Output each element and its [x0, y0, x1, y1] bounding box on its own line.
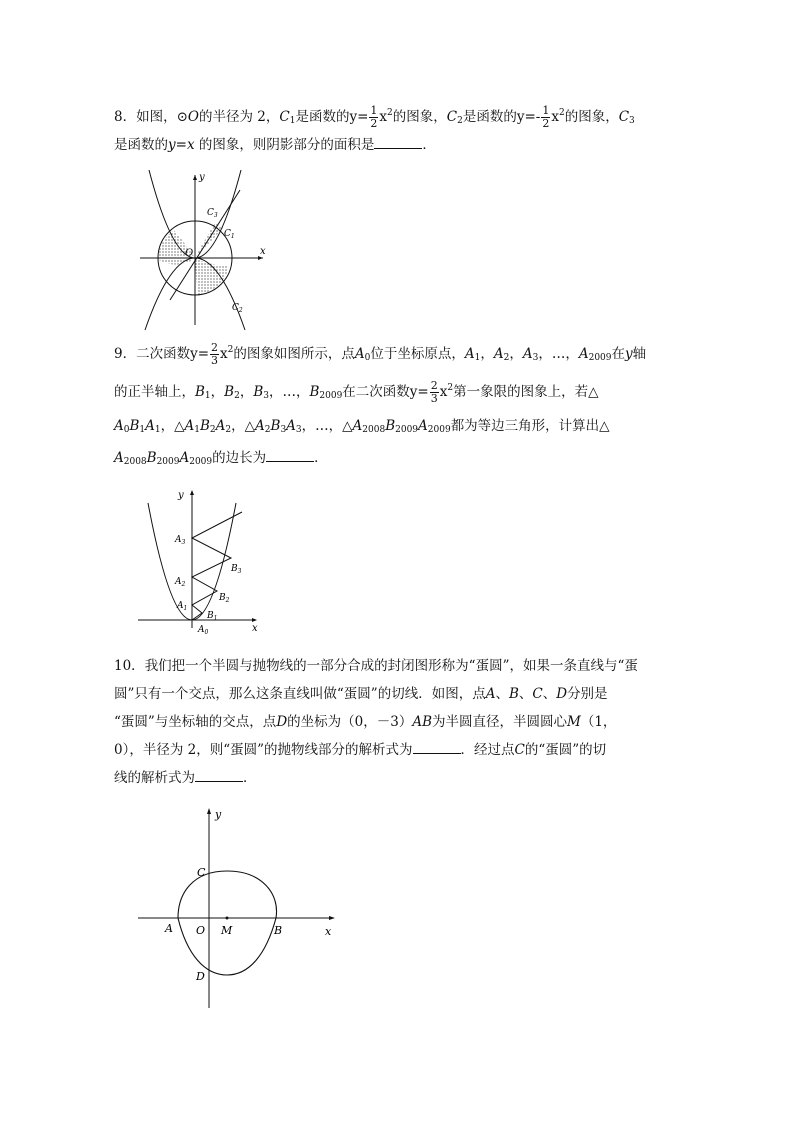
- q9-var: B: [309, 384, 320, 400]
- q9-var: A: [418, 418, 428, 434]
- q9-sub: 2: [503, 353, 510, 363]
- fig9-label-b3: $B_3$: [231, 564, 242, 575]
- q9-line1: [114, 340, 678, 368]
- q8-text: 的半径为 2，: [198, 109, 280, 125]
- q9-sub: 1: [204, 391, 211, 401]
- q9-text: 第一象限的图象上，若△: [453, 384, 599, 400]
- q8-line1: [114, 103, 678, 131]
- fig9-label-y: y: [178, 490, 184, 501]
- fig8-label-y: y: [199, 172, 205, 183]
- q10-text: 、: [518, 686, 533, 702]
- q9-var: x: [439, 384, 448, 400]
- q10-var: B: [508, 686, 519, 702]
- q10-text: 0），半径为 2，则“蛋圆”的抛物线部分的解析式为: [114, 742, 413, 758]
- q9-sub: 1: [154, 425, 161, 435]
- q9-text: ，…，△: [301, 418, 353, 434]
- question-9: [114, 340, 678, 472]
- q9-text: 在: [611, 346, 625, 362]
- q9-var: B: [253, 384, 264, 400]
- q9-text: ，…，: [538, 346, 579, 362]
- q8-number: 8．: [114, 109, 137, 125]
- fig8-label-o: O: [185, 248, 194, 259]
- q9-sup: 2: [227, 345, 234, 355]
- q9-sub: 3: [295, 425, 302, 435]
- q9-var: y: [625, 346, 633, 362]
- shaded-region-top-right: [195, 223, 223, 258]
- q9-sub: 2: [209, 425, 216, 435]
- q9-sub: 2: [264, 425, 271, 435]
- q9-sub: 2009: [395, 425, 419, 435]
- q9-text: ，: [239, 384, 254, 400]
- q9-text: 二次函数: [136, 346, 191, 362]
- q8-sub: 1: [289, 116, 296, 126]
- q9-sub: 2009: [319, 391, 343, 401]
- q10-text: 我们把一个半圆与抛物线的一部分合成的封闭图形称为“蛋圆”，如果一条直线与“蛋: [144, 658, 638, 674]
- y-axis-arrow: [207, 808, 211, 814]
- q9-sub: 0: [364, 353, 371, 363]
- q8-var: x: [551, 109, 559, 125]
- q9-var: A: [493, 346, 504, 362]
- q9-line4: [114, 444, 678, 472]
- q8-text: ．: [422, 137, 436, 153]
- q10-text: 分别是: [567, 686, 608, 702]
- q10-text: “蛋圆”与坐标轴的交点，点: [114, 714, 277, 730]
- q8-text: 是函数的: [462, 109, 517, 125]
- fig10-label-a: A: [165, 922, 173, 935]
- q9-sub: 2009: [156, 457, 180, 467]
- fig9-label-x: x: [252, 623, 258, 634]
- q8-fraction-2: [541, 105, 550, 130]
- q10-figure: [135, 805, 345, 1010]
- q10-line4: [114, 736, 678, 764]
- q8-line2: [114, 131, 678, 159]
- q9-var: B: [129, 418, 140, 434]
- q9-var: A: [184, 418, 195, 434]
- q9-var: B: [270, 418, 281, 434]
- q9-line3: [114, 412, 678, 440]
- question-8: [114, 103, 678, 159]
- q9-text: 都为等边三角形，计算出△: [450, 418, 610, 434]
- q9-sub: 1: [474, 353, 481, 363]
- q8-var: y: [168, 137, 176, 153]
- x-axis-arrow: [252, 618, 257, 622]
- q10-text: （1，: [580, 714, 617, 730]
- q10-text: ．: [243, 770, 257, 786]
- q8-var: C: [446, 109, 458, 125]
- q8-text: 如图，⊙: [136, 109, 188, 125]
- q9-sub: 0: [123, 425, 130, 435]
- q9-sub: 2008: [362, 425, 386, 435]
- q10-var: M: [567, 714, 581, 730]
- q8-text: 的图象，: [564, 109, 619, 125]
- q8-sub: 2: [457, 116, 463, 126]
- q8-text: 的图象，则阴影部分的面积是: [194, 137, 375, 153]
- q10-line2: [114, 680, 678, 708]
- q8-text: =: [175, 137, 187, 153]
- q9-var: B: [146, 450, 157, 466]
- q9-sub: 2009: [189, 457, 213, 467]
- q10-line3: [114, 708, 678, 736]
- answer-blank[interactable]: [195, 767, 243, 782]
- fig10-label-m: M: [221, 924, 233, 937]
- q10-text: 线的解析式为: [114, 770, 195, 786]
- frac-num: 2: [430, 379, 438, 392]
- frac-num: 2: [211, 341, 219, 354]
- q8-sub: 3: [629, 116, 635, 126]
- q9-sub: 2: [225, 425, 232, 435]
- q10-var: A: [485, 686, 496, 702]
- fig10-label-o: O: [196, 924, 206, 937]
- q8-text: 的图象，: [392, 109, 447, 125]
- fig9-label-a0: $A_0$: [198, 625, 209, 636]
- q8-text: 是函数的: [295, 109, 350, 125]
- fig10-label-d: D: [196, 970, 205, 983]
- q10-var: D: [276, 714, 288, 730]
- q8-eq: y=-: [516, 109, 541, 125]
- q9-var: B: [195, 384, 205, 400]
- q10-text: 的坐标为（0，－3）: [287, 714, 413, 730]
- q8-var: C: [279, 109, 290, 125]
- q9-var: A: [114, 418, 124, 434]
- q9-var: B: [200, 418, 210, 434]
- frac-den: 3: [211, 354, 219, 367]
- q9-var: A: [352, 418, 363, 434]
- q8-fraction: [369, 105, 378, 130]
- q9-text: 的边长为: [212, 450, 267, 466]
- answer-blank[interactable]: [374, 134, 422, 149]
- q9-text: ，: [210, 384, 225, 400]
- q8-var: O: [187, 109, 199, 125]
- q9-sub: 2009: [427, 425, 451, 435]
- q9-var: A: [522, 346, 533, 362]
- q9-text: 位于坐标原点，: [370, 346, 465, 362]
- q9-eq: y=: [190, 346, 210, 362]
- q10-text: 、: [542, 686, 557, 702]
- q10-var: D: [556, 686, 568, 702]
- fig8-label-c1: $C_1$: [224, 229, 235, 240]
- q9-var: A: [255, 418, 265, 434]
- q9-sub: 1: [139, 425, 146, 435]
- q10-var: AB: [412, 714, 432, 730]
- q10-var: C: [532, 686, 543, 702]
- q9-text: 轴: [632, 346, 647, 362]
- q9-var: A: [354, 346, 365, 362]
- q9-fraction: [210, 342, 219, 367]
- q9-text: ．: [314, 450, 328, 466]
- frac-num: 1: [370, 104, 378, 117]
- x-axis-arrow: [329, 916, 335, 920]
- q10-text: 的“蛋圆”的切: [524, 742, 607, 758]
- fig9-label-a2: $A_2$: [175, 577, 186, 588]
- question-10: [114, 652, 678, 792]
- q9-fraction-2: [430, 380, 439, 405]
- fig10-label-c: C: [197, 866, 206, 879]
- q9-sub: 3: [263, 391, 269, 401]
- q9-var: A: [578, 346, 589, 362]
- q9-eq: y=: [409, 384, 429, 400]
- fig8-label-c2: $C_2$: [232, 303, 243, 314]
- q8-var: x: [186, 137, 195, 153]
- q9-figure: [135, 488, 265, 638]
- q9-line2: [114, 378, 678, 406]
- q10-text: 、: [495, 686, 509, 702]
- q9-text: ，△: [160, 418, 185, 434]
- q9-var: A: [464, 346, 475, 362]
- q9-var: x: [220, 346, 228, 362]
- frac-den: 2: [542, 117, 550, 130]
- q9-var: A: [145, 418, 155, 434]
- q9-sub: 2: [234, 391, 240, 401]
- q10-line5: [114, 764, 678, 792]
- q9-text: ，: [480, 346, 494, 362]
- q9-text: ，…，: [268, 384, 310, 400]
- q9-sub: 2009: [588, 353, 612, 363]
- q10-text: 为半圆直径，半圆圆心: [432, 714, 567, 730]
- q9-var: B: [224, 384, 235, 400]
- q9-sub: 3: [532, 353, 539, 363]
- fig8-label-c3: $C_3$: [207, 208, 218, 219]
- q9-var: A: [114, 450, 124, 466]
- q10-number: 10．: [114, 658, 145, 674]
- y-axis-arrow: [193, 175, 197, 180]
- answer-blank[interactable]: [266, 447, 314, 462]
- q9-sub: 1: [194, 425, 200, 435]
- fig10-label-y: y: [215, 808, 222, 821]
- q8-text: 是函数的: [114, 137, 168, 153]
- y-axis-arrow: [190, 490, 194, 495]
- q10-line1: [114, 652, 678, 680]
- fig10-label-b: B: [274, 924, 283, 937]
- frac-den: 2: [370, 117, 378, 130]
- q9-number: 9．: [114, 346, 137, 362]
- q9-sub: 2008: [123, 457, 147, 467]
- q9-var: B: [385, 418, 396, 434]
- answer-blank[interactable]: [413, 739, 461, 754]
- fig8-label-x: x: [260, 246, 266, 257]
- q8-eq: y=: [349, 109, 369, 125]
- q8-var: C: [618, 109, 630, 125]
- frac-den: 3: [430, 392, 438, 405]
- q8-sup: 2: [558, 108, 565, 118]
- q9-text: ，△: [231, 418, 256, 434]
- q9-text: 的正半轴上，: [114, 384, 195, 400]
- q9-var: A: [215, 418, 226, 434]
- fig9-label-a1: $A_1$: [177, 601, 188, 612]
- q9-var: A: [179, 450, 190, 466]
- fig9-label-b2: $B_2$: [219, 593, 230, 604]
- frac-num: 1: [542, 104, 550, 117]
- q9-sub: 3: [280, 425, 287, 435]
- q8-var: x: [379, 109, 388, 125]
- q9-text: ，: [509, 346, 523, 362]
- q9-var: A: [286, 418, 296, 434]
- q9-text: 的图象如图所示，点: [233, 346, 355, 362]
- q8-figure: [135, 170, 275, 330]
- fig10-label-x: x: [325, 925, 332, 938]
- fig9-label-a3: $A_3$: [175, 535, 186, 546]
- q10-text: ．经过点: [460, 742, 515, 758]
- q9-text: 在二次函数: [342, 384, 410, 400]
- q9-sup: 2: [447, 383, 454, 393]
- center-m-dot: [226, 917, 229, 920]
- shaded-region-bottom: [195, 258, 229, 295]
- q10-text: 圆”只有一个交点，那么这条直线叫做“蛋圆”的切线．如图，点: [114, 686, 486, 702]
- q8-sup: 2: [387, 108, 393, 118]
- semicircle: [178, 871, 277, 918]
- fig9-label-b1: $B_1$: [207, 611, 218, 622]
- q10-var: C: [514, 742, 525, 758]
